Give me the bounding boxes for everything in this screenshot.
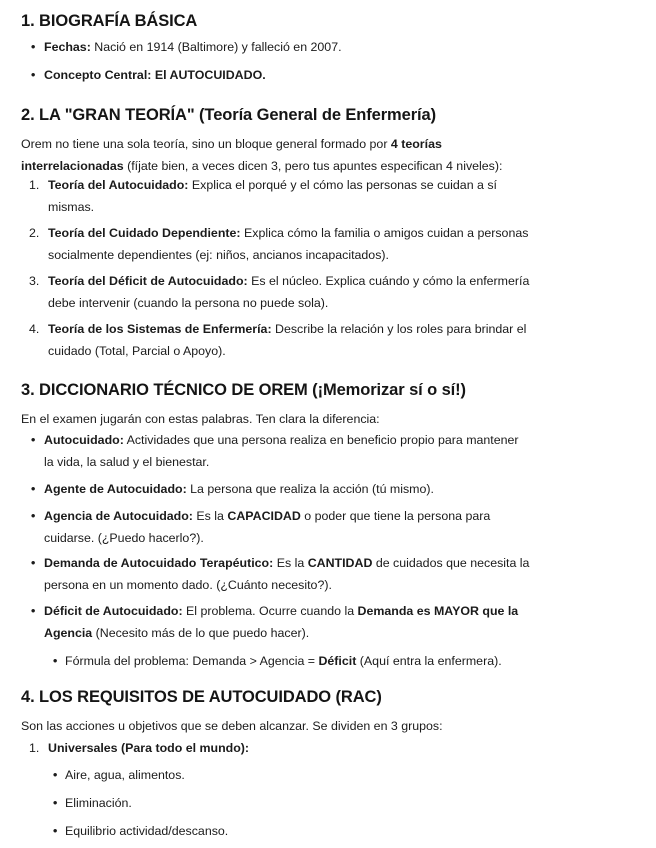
theory-item-text-2: mismas.	[48, 200, 95, 214]
list-number: 3.	[29, 274, 40, 288]
section-heading-4: 4. LOS REQUISITOS DE AUTOCUIDADO (RAC)	[21, 688, 382, 706]
def-text-2: cuidarse. (¿Puedo hacerlo?).	[44, 531, 204, 545]
theory-item-title: Teoría del Autocuidado:	[48, 178, 189, 192]
theory-item-title: Teoría de los Sistemas de Enfermería:	[48, 322, 272, 336]
theory-intro-b: 4 teorías	[390, 137, 442, 151]
def-text: o poder que tiene la persona para	[300, 509, 491, 523]
theory-item-title: Teoría del Cuidado Dependiente:	[48, 226, 241, 240]
list-number: 1.	[29, 741, 40, 755]
dict-intro: En el examen jugarán con estas palabras. Ten clara la diferencia:	[21, 412, 380, 426]
theory-intro	[21, 133, 641, 177]
theory-item-text: Es el núcleo. Explica cuándo y cómo la enfermería	[247, 274, 530, 288]
section-heading-1: 1. BIOGRAFÍA BÁSICA	[21, 12, 198, 30]
def-text-2: (Necesito más de lo que puedo hacer).	[92, 626, 310, 640]
theory-item-text-2: cuidado (Total, Parcial o Apoyo).	[48, 344, 226, 358]
theory-intro-a: Orem no tiene una sola teoría, sino un bloque general formado por	[21, 137, 391, 151]
theory-intro-c: interrelacionadas	[21, 159, 124, 173]
list-number: 2.	[29, 226, 40, 240]
rac-sub-text: Equilibrio actividad/descanso.	[65, 824, 229, 838]
term-demanda: Demanda de Autocuidado Terapéutico:	[44, 556, 274, 570]
term-agente: Agente de Autocuidado:	[44, 482, 187, 496]
def-text: Actividades que una persona realiza en beneficio propio para mantener	[123, 433, 519, 447]
def-text-2: la vida, la salud y el bienestar.	[44, 455, 210, 469]
def-emphasis: CAPACIDAD	[227, 509, 301, 523]
theory-item-text-2: debe intervenir (cuando la persona no puede sola).	[48, 296, 329, 310]
rac-universales: Universales (Para todo el mundo):	[48, 741, 250, 755]
def-text: Es la	[273, 556, 308, 570]
def-text-2: persona en un momento dado. (¿Cuánto necesito?).	[44, 578, 332, 592]
formula-text: Fórmula del problema: Demanda > Agencia =	[65, 654, 319, 668]
theory-item-text: Explica el porqué y el cómo las personas se cuidan a sí	[188, 178, 497, 192]
list-number: 4.	[29, 322, 40, 336]
theory-item-text: Explica cómo la familia o amigos cuidan a personas	[240, 226, 529, 240]
concepto-text: Concepto Central: El AUTOCUIDADO.	[44, 68, 266, 82]
section-heading-2: 2. LA "GRAN TEORÍA" (Teoría General de Enfermería)	[21, 106, 436, 124]
term-autocuidado: Autocuidado:	[44, 433, 124, 447]
rac-sub-text: Aire, agua, alimentos.	[65, 768, 185, 782]
term-deficit: Déficit de Autocuidado:	[44, 604, 183, 618]
def-emphasis: CANTIDAD	[307, 556, 373, 570]
def-text: La persona que realiza la acción (tú mismo).	[186, 482, 434, 496]
def-text: Es la	[192, 509, 228, 523]
theory-intro-d: (fíjate bien, a veces dicen 3, pero tus apuntes especifican 4 niveles):	[123, 159, 503, 173]
term-agencia: Agencia de Autocuidado:	[44, 509, 193, 523]
section-heading-3: 3. DICCIONARIO TÉCNICO DE OREM (¡Memorizar sí o sí!)	[21, 381, 466, 399]
def-emphasis-2: Agencia	[44, 626, 93, 640]
fechas-text: Nació en 1914 (Baltimore) y falleció en 2007.	[90, 40, 342, 54]
theory-item-text: Describe la relación y los roles para brindar el	[271, 322, 527, 336]
rac-sub-text: Eliminación.	[65, 796, 132, 810]
formula-text-2: (Aquí entra la enfermera).	[356, 654, 502, 668]
formula-emphasis: Déficit	[318, 654, 357, 668]
fechas-label: Fechas:	[44, 40, 91, 54]
def-emphasis: Demanda es MAYOR que la	[357, 604, 519, 618]
theory-item-title: Teoría del Déficit de Autocuidado:	[48, 274, 248, 288]
def-text: El problema. Ocurre cuando la	[182, 604, 358, 618]
rac-intro: Son las acciones u objetivos que se deben alcanzar. Se dividen en 3 grupos:	[21, 719, 443, 733]
def-text: de cuidados que necesita la	[372, 556, 530, 570]
theory-item-text-2: socialmente dependientes (ej: niños, ancianos incapacitados).	[48, 248, 389, 262]
list-number: 1.	[29, 178, 40, 192]
